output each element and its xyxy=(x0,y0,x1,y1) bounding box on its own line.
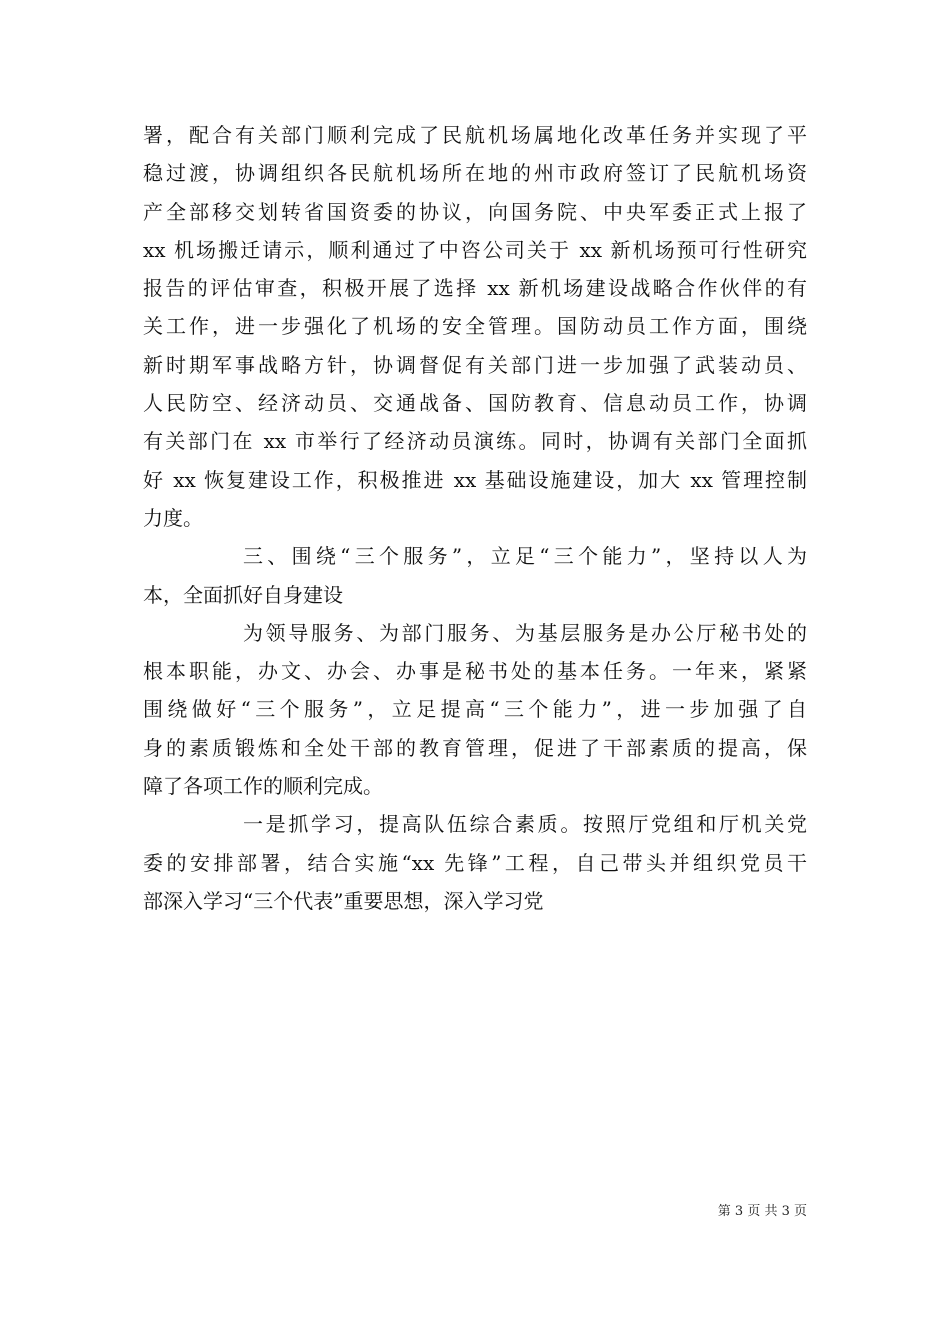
body-text xyxy=(143,116,807,920)
text-line: 围绕做好“三个服务”，立足提高“三个能力”，进一步加强了自 xyxy=(143,697,807,722)
section-heading-line: 三、围绕“三个服务”，立足“三个能力”，坚持以人为 xyxy=(243,544,807,569)
text-line: 署，配合有关部门顺利完成了民航机场属地化改革任务并实现了平 xyxy=(143,123,807,147)
text-line: 好 xx 恢复建设工作，积极推进 xx 基础设施建设，加大 xx 管理控制 xyxy=(143,467,807,492)
text-line: 障了各项工作的顺利完成。 xyxy=(143,774,383,799)
text-line: 一是抓学习，提高队伍综合素质。按照厅党组和厅机关党 xyxy=(243,812,807,837)
text-line: 稳过渡，协调组织各民航机场所在地的州市政府签订了民航机场资 xyxy=(143,161,807,186)
text-line: 产全部移交划转省国资委的协议，向国务院、中央军委正式上报了 xyxy=(143,199,807,224)
text-line: 身的素质锻炼和全处干部的教育管理，促进了干部素质的提高，保 xyxy=(143,735,807,760)
text-line: xx 机场搬迁请示，顺利通过了中咨公司关于 xx 新机场预可行性研究 xyxy=(143,237,807,262)
text-line: 报告的评估审查，积极开展了选择 xx 新机场建设战略合作伙伴的有 xyxy=(143,276,807,301)
text-line: 为领导服务、为部门服务、为基层服务是办公厅秘书处的 xyxy=(243,620,807,645)
text-line: 有关部门在 xx 市举行了经济动员演练。同时，协调有关部门全面抓 xyxy=(143,429,807,454)
text-line: 力度。 xyxy=(143,505,203,530)
text-line: 部深入学习“三个代表”重要思想，深入学习党 xyxy=(143,888,544,913)
section-heading-line: 本，全面抓好自身建设 xyxy=(143,582,343,607)
text-line: 人民防空、经济动员、交通战备、国防教育、信息动员工作，协调 xyxy=(143,391,807,416)
text-line: 关工作，进一步强化了机场的安全管理。国防动员工作方面，围绕 xyxy=(143,314,807,339)
text-line: 根本职能，办文、办会、办事是秘书处的基本任务。一年来，紧紧 xyxy=(143,659,807,684)
text-line: 委的安排部署，结合实施“xx 先锋”工程，自己带头并组织党员干 xyxy=(143,850,807,875)
page-number-footer: 第 3 页 共 3 页 xyxy=(717,1204,807,1219)
text-line: 新时期军事战略方针，协调督促有关部门进一步加强了武装动员、 xyxy=(143,352,807,377)
